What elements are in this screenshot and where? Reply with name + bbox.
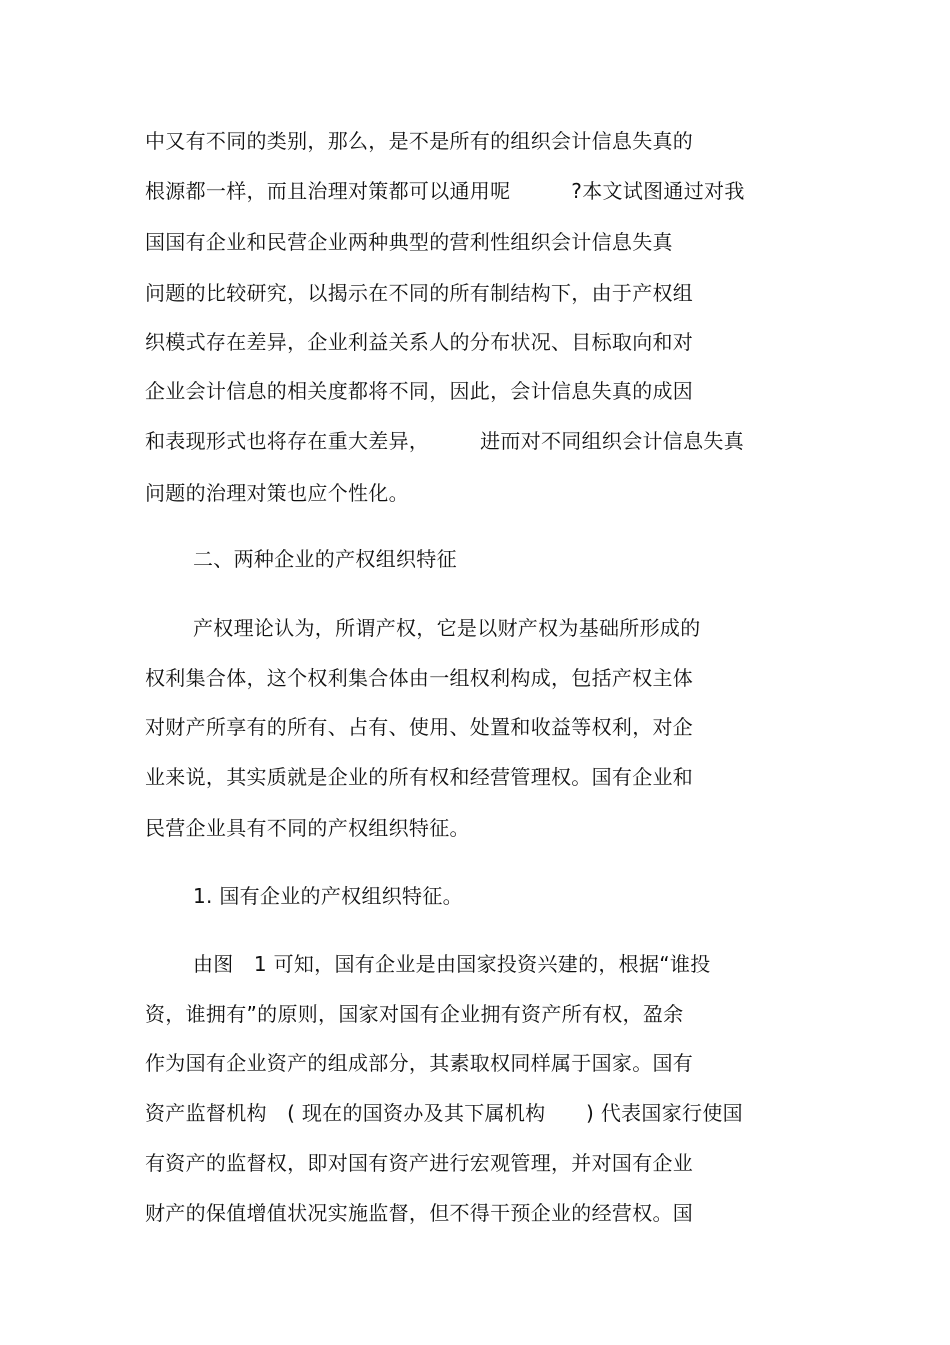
body-text-line: 和表现形式也将存在重大差异， 进而对不同组织会计信息失真 [145, 429, 744, 453]
body-text-line: 企业会计信息的相关度都将不同，因此，会计信息失真的成因 [145, 379, 694, 403]
body-text-line: 由图 1 可知，国有企业是由国家投资兴建的，根据“谁投 [193, 952, 711, 976]
body-text-line: 问题的比较研究，以揭示在不同的所有制结构下，由于产权组 [145, 281, 694, 305]
body-text-line: 问题的治理对策也应个性化。 [145, 481, 409, 505]
subsection-heading: 1. 国有企业的产权组织特征。 [193, 884, 463, 908]
body-text-line: 资，谁拥有”的原则，国家对国有企业拥有资产所有权，盈余 [145, 1002, 684, 1026]
body-text-line: 作为国有企业资产的组成部分，其素取权同样属于国家。国有 [145, 1051, 694, 1075]
body-text-line: 产权理论认为，所谓产权，它是以财产权为基础所形成的 [193, 616, 701, 640]
body-text-line: 民营企业具有不同的产权组织特征。 [145, 816, 470, 840]
body-text-line: 财产的保值增值状况实施监督，但不得干预企业的经营权。国 [145, 1201, 694, 1225]
body-text-line: 对财产所享有的所有、占有、使用、处置和收益等权利，对企 [145, 715, 694, 739]
body-text-line: 国国有企业和民营企业两种典型的营利性组织会计信息失真 [145, 230, 673, 254]
body-text-line: 业来说，其实质就是企业的所有权和经营管理权。国有企业和 [145, 765, 694, 789]
body-text-line: 根源都一样，而且治理对策都可以通用呢 ?本文试图通过对我 [145, 179, 745, 203]
section-heading: 二、两种企业的产权组织特征 [193, 547, 457, 571]
body-text-line: 中又有不同的类别，那么，是不是所有的组织会计信息失真的 [145, 129, 694, 153]
body-text-line: 权利集合体，这个权利集合体由一组权利构成，包括产权主体 [145, 666, 694, 690]
body-text-line: 有资产的监督权，即对国有资产进行宏观管理，并对国有企业 [145, 1151, 694, 1175]
body-text-line: 织模式存在差异，企业利益关系人的分布状况、目标取向和对 [145, 330, 694, 354]
body-text-line: 资产监督机构 ( 现在的国资办及其下属机构 ) 代表国家行使国 [145, 1101, 743, 1125]
